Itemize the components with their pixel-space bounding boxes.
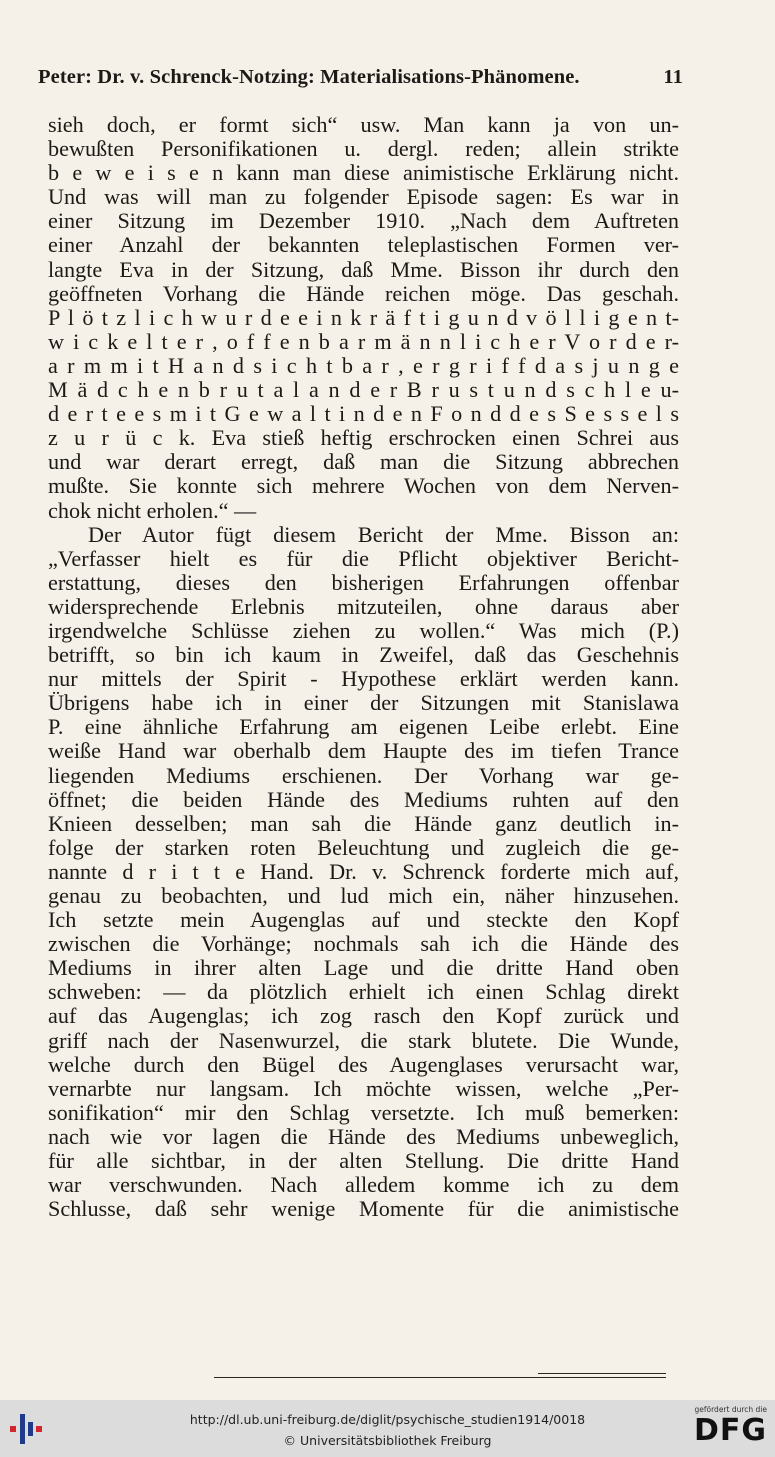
page-number: 11 [663,66,683,88]
text-line: Schlusse, daß sehr wenige Momente für die animistische [48,1196,679,1222]
text-line: weiße Hand war oberhalb dem Haupte des im tiefen Trance [48,738,679,764]
text-line: zwischen die Vorhänge; nochmals sah ich die Hände des [48,931,679,957]
text-line: nur mittels der Spirit - Hypothese erklärt werden kann. [48,666,679,692]
dfg-logo [685,1406,767,1452]
bottom-rule [214,1377,666,1379]
text-line: schweben: — da plötzlich erhielt ich einen Schlag direkt [48,979,679,1005]
text-line: liegenden Mediums erschienen. Der Vorhang war ge- [48,762,679,788]
text-line: war verschwunden. Nach alledem komme ich zu dem [48,1172,679,1198]
text-line: sieh doch, er formt sich“ usw. Man kann ja von un- [48,112,679,137]
text-line: erstattung, dieses den bisherigen Erfahrungen offenbar [48,569,679,595]
text-line: irgendwelche Schlüsse ziehen zu wollen.“ Was mich (P.) [48,617,679,643]
text-line: chok nicht erholen.“ — [48,497,257,523]
text-line: und war derart erregt, daß man die Sitzung abbrechen [48,449,679,475]
text-line: folge der starken roten Beleuchtung und zugleich die ge- [48,834,679,860]
text-line: P. eine ähnliche Erfahrung am eigenen Leibe erlebt. Eine [48,714,679,740]
text-line: nach wie vor lagen die Hände des Mediums unbeweglich, [48,1123,679,1149]
text-line: Mediums in ihrer alten Lage und die dritte Hand oben [48,955,679,981]
permalink-url[interactable]: http://dl.ub.uni-freiburg.de/diglit/psychische_studien1914/0018 [189,1412,586,1427]
text-line: genau zu beobachten, und lud mich ein, näher hinzusehen. [48,883,679,908]
running-title: Peter: Dr. v. Schrenck-Notzing: Materialisations-Phänomene. [38,66,580,88]
text-line: einer Anzahl der bekannten teleplastischen Formen ver- [48,232,679,258]
text-line: P l ö t z l i c h w u r d e e i n k r ä f t i g u n d v ö l l i g e n t- [48,304,679,330]
text-line: betrifft, so bin ich kaum in Zweifel, daß das Geschehnis [48,642,679,668]
text-line: a r m m i t H a n d s i c h t b a r , e r g r i f f d a s j u n g e [48,352,679,378]
text-line: für alle sichtbar, in der alten Stellung. Die dritte Hand [48,1148,679,1174]
text-line: griff nach der Nasenwurzel, die stark blutete. Die Wunde, [48,1027,679,1053]
body-text [48,113,679,1221]
text-line: Der Autor fügt diesem Bericht der Mme. Bisson an: [88,521,679,547]
text-line: geöffneten Vorhang die Hände reichen möge. Das geschah. [48,280,679,306]
text-line: d e r t e e s m i t G e w a l t i n d e n F o n d d e s S e s s e l s [48,401,679,427]
text-line: widersprechende Erlebnis mitzuteilen, ohne daraus aber [48,593,679,619]
dfg-logo-text: DFG [693,1413,767,1448]
text-line: „Verfasser hielt es für die Pflicht objektiver Bericht- [48,545,679,571]
text-line: Und was will man zu folgender Episode sagen: Es war in [48,184,679,210]
text-line: w i c k e l t e r , o f f e n b a r m ä n n l i c h e r V o r d e r- [48,328,679,354]
text-line: b e w e i s e n kann man diese animistische Erklärung nicht. [48,160,679,186]
text-line: Ich setzte mein Augenglas auf und steckte den Kopf [48,907,679,933]
text-line: mußte. Sie konnte sich mehrere Wochen von dem Nerven- [48,473,679,499]
copyright-notice: © Universitätsbibliothek Freiburg [283,1433,492,1448]
dfg-tagline: gefördert durch die [694,1405,767,1414]
text-line: langte Eva in der Sitzung, daß Mme. Bisson ihr durch den [48,256,679,282]
text-line: vernarbte nur langsam. Ich möchte wissen, welche „Per- [48,1075,679,1101]
text-line: sonifikation“ mir den Schlag versetzte. Ich muß bemerken: [48,1099,679,1125]
text-line: welche durch den Bügel des Augenglases verursacht war, [48,1051,679,1077]
running-header [38,66,683,89]
text-line: nannte d r i t t e Hand. Dr. v. Schrenck forderte mich auf, [48,858,679,884]
text-line: Knieen desselben; man sah die Hände ganz deutlich in- [48,810,679,836]
text-line: M ä d c h e n b r u t a l a n d e r B r u s t u n d s c h l e u- [48,377,679,403]
text-line: auf das Augenglas; ich zog rasch den Kopf zurück und [48,1003,679,1029]
text-line: Übrigens habe ich in einer der Sitzungen mit Stanislawa [48,690,679,716]
viewer-footer [0,1400,775,1457]
text-line: z u r ü c k. Eva stieß heftig erschrocken einen Schrei aus [48,425,679,451]
text-line: öffnet; die beiden Hände des Mediums ruhten auf den [48,786,679,812]
bottom-rule-short [538,1373,666,1375]
text-line: einer Sitzung im Dezember 1910. „Nach dem Auftreten [48,208,679,234]
text-line: bewußten Personifikationen u. dergl. reden; allein strikte [48,136,679,162]
